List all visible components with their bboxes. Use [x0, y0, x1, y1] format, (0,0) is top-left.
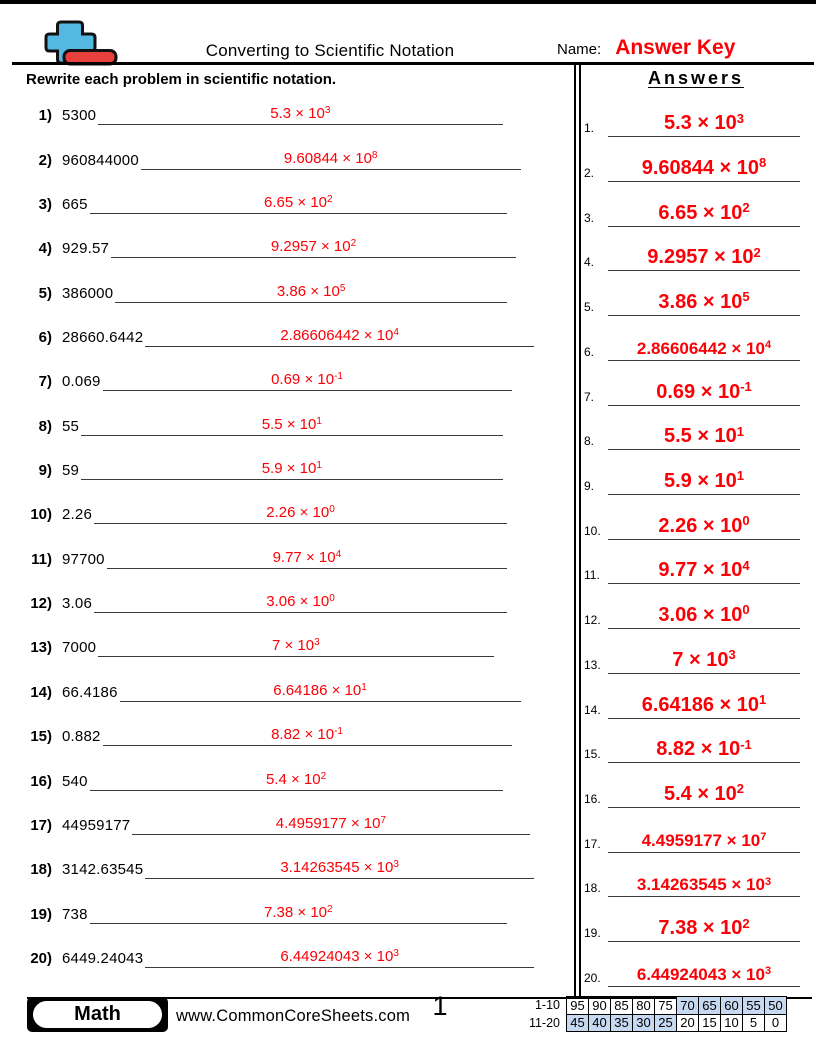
problem-row: [14, 924, 574, 968]
grading-table-body: [498, 997, 787, 1032]
answer-key-line: [608, 467, 800, 495]
grading-row: [498, 997, 787, 1015]
problem-value: 97700: [62, 550, 105, 568]
scientific-notation-answer: $4.4959177 \times 10^7$: [275, 814, 387, 832]
scientific-notation-answer: $7 \times 10^3$: [271, 637, 320, 655]
answer-blank-line: [115, 282, 507, 303]
scientific-notation-answer: $7.38 \times 10^2$: [658, 915, 750, 940]
problem-number: 9): [38, 462, 52, 480]
scientific-notation-answer: $2.26 \times 10^0$: [266, 504, 335, 522]
problem-value: 6449.24043: [62, 949, 144, 967]
problem-value: 540: [62, 772, 88, 790]
answer-key-line: [608, 964, 800, 987]
answer-blank-line: [141, 149, 521, 170]
answer-number: 1.: [584, 121, 595, 136]
answer-key-line: [608, 288, 800, 316]
scientific-notation-answer: $5.5 \times 10^1$: [663, 423, 745, 448]
problem-value: 55: [62, 417, 80, 435]
problem-row: [14, 170, 574, 214]
scientific-notation-answer: $5.3 \times 10^3$: [270, 105, 331, 123]
answer-blank-line: [81, 459, 502, 480]
problem-value: 59: [62, 462, 80, 480]
scientific-notation-answer: $5.5 \times 10^1$: [261, 415, 322, 433]
problem-number: 6): [38, 329, 52, 347]
problem-row: [14, 702, 574, 746]
grading-score-cell: 0: [765, 1014, 787, 1032]
problem-number: 16): [30, 772, 52, 790]
problem-row: [14, 347, 574, 391]
website-text: www.CommonCoreSheets.com: [176, 1007, 411, 1025]
grading-row-label: 11-20: [528, 1015, 560, 1030]
grading-score-cell: 25: [655, 1014, 677, 1032]
answer-key-line: [608, 512, 800, 540]
problem-value: 960844000: [62, 151, 139, 169]
problem-value: 44959177: [62, 816, 131, 834]
problem-row: [14, 391, 574, 435]
grading-score-cell: 15: [699, 1014, 721, 1032]
problems-list: [14, 81, 574, 968]
answer-blank-line: [90, 770, 503, 791]
answer-number: 3.: [584, 210, 595, 225]
problem-row: [14, 657, 574, 701]
problem-number: 17): [30, 816, 52, 834]
scientific-notation-answer: $3.86 \times 10^5$: [276, 282, 346, 300]
scientific-notation-answer: $9.2957 \times 10^2$: [270, 238, 357, 256]
answer-number: 19.: [584, 926, 601, 941]
answer-key-row: [584, 674, 810, 719]
problem-row: [14, 436, 574, 480]
answer-number: 15.: [584, 747, 601, 762]
problem-row: [14, 258, 574, 302]
answer-key-line: [608, 244, 800, 272]
answer-number: 4.: [584, 255, 595, 270]
grading-score-cell: 35: [611, 1014, 633, 1032]
problem-value: 3142.63545: [62, 861, 144, 879]
problem-value: 5300: [62, 107, 97, 125]
answer-key-line: [608, 338, 800, 361]
answer-number: 14.: [584, 702, 601, 717]
subject-badge-label: Math: [33, 1001, 162, 1028]
answers-header: [582, 68, 810, 89]
answer-blank-line: [94, 592, 507, 613]
answer-number: 18.: [584, 881, 601, 896]
problem-value: 28660.6442: [62, 329, 144, 347]
problem-number: 19): [30, 905, 52, 923]
name-label: Name:: [557, 41, 602, 58]
grading-score-cell: 50: [765, 997, 787, 1015]
problem-number: 10): [30, 506, 52, 524]
scientific-notation-answer: $7 \times 10^3$: [672, 647, 736, 671]
grading-table-grid: [498, 996, 787, 1032]
answer-blank-line: [120, 681, 521, 702]
problem-value: 0.882: [62, 728, 101, 746]
scientific-notation-answer: $6.44924043 \times 10^3$: [636, 964, 772, 984]
grading-score-cell: 80: [633, 997, 655, 1015]
problem-row: [14, 746, 574, 790]
answer-key-row: [584, 540, 810, 585]
problem-value: 2.26: [62, 506, 92, 524]
problem-number: 8): [38, 417, 52, 435]
scientific-notation-answer: $5.4 \times 10^2$: [265, 770, 327, 788]
answer-key-row: [584, 719, 810, 764]
answer-number: 9.: [584, 478, 595, 493]
answer-key-line: [608, 780, 800, 808]
problem-row: [14, 835, 574, 879]
problem-row: [14, 613, 574, 657]
top-border-bar: [0, 0, 816, 4]
header-rule: [12, 62, 814, 65]
scientific-notation-answer: $4.4959177 \times 10^7$: [641, 830, 767, 850]
answer-blank-line: [111, 237, 516, 258]
problem-row: [14, 791, 574, 835]
scientific-notation-answer: $6.64186 \times 10^1$: [641, 691, 767, 716]
problem-number: 13): [30, 639, 52, 657]
answers-title: Answers: [647, 68, 745, 88]
answer-number: 17.: [584, 836, 601, 851]
answer-key-line: [608, 601, 800, 629]
answer-blank-line: [103, 725, 512, 746]
problem-value: 0.069: [62, 373, 101, 391]
scientific-notation-answer: $6.65 \times 10^2$: [264, 194, 333, 212]
problem-number: 5): [38, 284, 52, 302]
name-row: [557, 36, 735, 60]
problem-number: 18): [30, 861, 52, 879]
problem-number: 12): [30, 595, 52, 613]
answer-key-list: [584, 93, 810, 987]
answer-key-row: [584, 182, 810, 227]
answer-blank-line: [107, 548, 507, 569]
answer-blank-line: [90, 193, 507, 214]
problem-value: 929.57: [62, 240, 110, 258]
scientific-notation-answer: $6.64186 \times 10^1$: [273, 681, 367, 699]
answer-key-row: [584, 495, 810, 540]
scientific-notation-answer: $3.14263545 \times 10^3$: [280, 859, 399, 877]
answer-key-row: [584, 942, 810, 987]
grading-score-cell: 60: [721, 997, 743, 1015]
answer-number: 16.: [584, 792, 601, 806]
answer-key-row: [584, 584, 810, 629]
answer-number: 7.: [584, 389, 595, 404]
grading-score-cell: 85: [611, 997, 633, 1015]
problem-number: 14): [30, 683, 52, 701]
answer-key-line: [608, 736, 800, 764]
answer-number: 8.: [584, 434, 595, 449]
problem-row: [14, 125, 574, 169]
answer-blank-line: [132, 814, 529, 835]
problem-number: 15): [30, 728, 52, 746]
answer-key-row: [584, 271, 810, 316]
answer-blank-line: [145, 858, 534, 879]
problem-row: [14, 879, 574, 923]
answer-blank-line: [103, 370, 512, 391]
scientific-notation-answer: $0.69 \times 10^{-1}$: [656, 378, 752, 403]
problem-number: 20): [30, 949, 52, 967]
problem-value: 3.06: [62, 595, 92, 613]
scientific-notation-answer: $3.06 \times 10^0$: [266, 593, 335, 611]
grading-score-cell: 95: [567, 997, 589, 1015]
scientific-notation-answer: $7.38 \times 10^2$: [264, 903, 333, 921]
answer-key-row: [584, 853, 810, 898]
answer-key-line: [608, 875, 800, 898]
answer-number: 5.: [584, 300, 595, 315]
answer-blank-line: [145, 947, 534, 968]
answer-key-row: [584, 361, 810, 406]
answer-blank-line: [145, 326, 534, 347]
problem-number: 4): [38, 240, 52, 258]
problem-number: 3): [38, 196, 52, 214]
scientific-notation-answer: $5.4 \times 10^2$: [663, 781, 745, 805]
scientific-notation-answer: $3.06 \times 10^0$: [658, 602, 750, 627]
problem-number: 11): [31, 550, 52, 568]
scientific-notation-answer: $6.65 \times 10^2$: [658, 200, 750, 224]
scientific-notation-answer: $5.9 \times 10^1$: [261, 460, 322, 478]
problem-row: [14, 524, 574, 568]
instructions-text: Rewrite each problem in scientific notation.: [26, 71, 337, 88]
scientific-notation-answer: $6.44924043 \times 10^3$: [280, 947, 399, 965]
scientific-notation-answer: $8.82 \times 10^{-1}$: [271, 726, 343, 744]
answer-blank-line: [94, 503, 507, 524]
grading-score-cell: 45: [567, 1014, 589, 1032]
answer-key-row: [584, 137, 810, 182]
answer-key-row: [584, 406, 810, 451]
scientific-notation-answer: $9.77 \times 10^4$: [272, 548, 342, 566]
problem-number: 2): [38, 151, 52, 169]
scientific-notation-answer: $8.82 \times 10^{-1}$: [656, 736, 752, 761]
answer-key-row: [584, 450, 810, 495]
problem-number: 7): [38, 373, 52, 391]
scientific-notation-answer: $2.26 \times 10^0$: [658, 513, 750, 537]
scientific-notation-answer: $9.60844 \times 10^8$: [283, 149, 378, 167]
grading-row-label: 1-10: [534, 998, 560, 1013]
answer-number: 2.: [584, 165, 595, 180]
answer-key-row: [584, 897, 810, 942]
answer-key-row: [584, 316, 810, 361]
scientific-notation-answer: $9.60844 \times 10^8$: [641, 155, 767, 179]
grading-score-cell: 40: [589, 1014, 611, 1032]
scientific-notation-answer: $2.86606442 \times 10^4$: [636, 338, 772, 358]
answer-blank-line: [98, 636, 493, 657]
problem-value: 738: [62, 905, 88, 923]
grading-score-cell: 75: [655, 997, 677, 1015]
answer-key-row: [584, 808, 810, 853]
scientific-notation-answer: $5.9 \times 10^1$: [663, 468, 745, 492]
problem-value: 7000: [62, 639, 97, 657]
problem-row: [14, 569, 574, 613]
problem-row: [14, 480, 574, 524]
grading-row: [498, 1014, 787, 1032]
problem-row: [14, 303, 574, 347]
page-title: Converting to Scientific Notation: [205, 41, 455, 60]
answer-key-line: [608, 378, 800, 406]
answer-key-line: [608, 557, 800, 585]
answer-number: 11.: [584, 568, 600, 583]
scientific-notation-answer: $3.86 \times 10^5$: [658, 289, 750, 314]
answer-key-row: [584, 227, 810, 272]
answer-key-line: [608, 646, 800, 674]
problem-value: 386000: [62, 284, 114, 302]
answer-blank-line: [98, 104, 502, 125]
scientific-notation-answer: $9.77 \times 10^4$: [658, 557, 750, 582]
scientific-notation-answer: $5.3 \times 10^3$: [663, 110, 745, 135]
answer-key-row: [584, 93, 810, 138]
answer-key-line: [608, 830, 800, 853]
problem-value: 66.4186: [62, 683, 118, 701]
problem-number: 1): [38, 107, 52, 125]
grading-score-cell: 55: [743, 997, 765, 1015]
answer-number: 13.: [584, 657, 601, 672]
answer-number: 6.: [584, 344, 595, 359]
grading-table: [498, 996, 787, 1032]
answer-blank-line: [90, 903, 507, 924]
grading-score-cell: 20: [677, 1014, 699, 1032]
answer-blank-line: [81, 415, 502, 436]
answer-number: 12.: [584, 613, 601, 628]
problem-row: [14, 214, 574, 258]
answer-number: 10.: [584, 523, 601, 538]
grading-score-cell: 65: [699, 997, 721, 1015]
answer-key-line: [608, 199, 800, 227]
column-divider: [574, 64, 581, 997]
problem-value: 665: [62, 196, 88, 214]
answer-number: 20.: [584, 970, 601, 985]
answer-key-line: [608, 915, 800, 943]
answer-key-line: [608, 154, 800, 182]
scientific-notation-answer: $0.69 \times 10^{-1}$: [271, 371, 343, 389]
grading-score-cell: 30: [633, 1014, 655, 1032]
grading-score-cell: 5: [743, 1014, 765, 1032]
answer-key-row: [584, 763, 810, 808]
problem-row: [14, 81, 574, 125]
answer-key-line: [608, 691, 800, 719]
answer-key-line: [608, 423, 800, 451]
page-number: 1: [432, 991, 448, 1021]
subject-badge: [27, 997, 168, 1032]
scientific-notation-answer: $3.14263545 \times 10^3$: [636, 875, 772, 895]
answer-key-text: Answer Key: [615, 36, 736, 59]
answer-key-row: [584, 629, 810, 674]
answer-key-line: [608, 110, 800, 138]
grading-score-cell: 70: [677, 997, 699, 1015]
grading-score-cell: 10: [721, 1014, 743, 1032]
scientific-notation-answer: $2.86606442 \times 10^4$: [280, 327, 399, 345]
scientific-notation-answer: $9.2957 \times 10^2$: [647, 244, 761, 269]
grading-score-cell: 90: [589, 997, 611, 1015]
